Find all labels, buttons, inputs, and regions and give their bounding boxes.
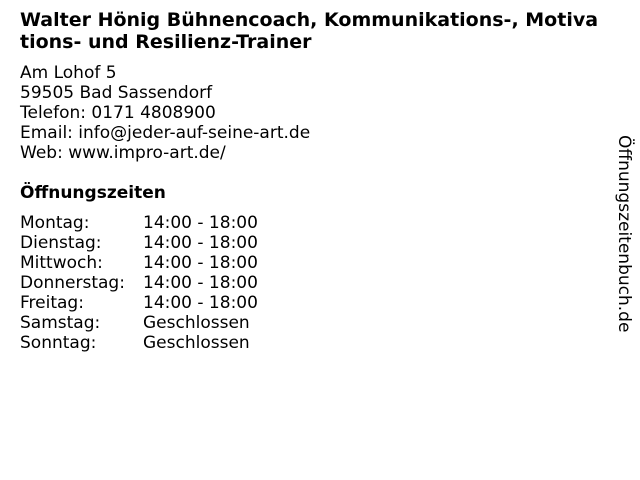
hours-row-thursday bbox=[20, 273, 258, 293]
site-brand-label: Öffnungszeitenbuch.de bbox=[614, 135, 634, 333]
email-address: Email: info@jeder-auf-seine-art.de bbox=[20, 123, 311, 143]
hours-value: Geschlossen bbox=[143, 313, 250, 333]
day-label: Montag: bbox=[20, 213, 90, 233]
business-name: Walter Hönig Bühnencoach, Kommunikations-, Motivations- und Resilienz-Trainer bbox=[20, 9, 599, 53]
hours-row-friday bbox=[20, 293, 258, 313]
day-label: Sonntag: bbox=[20, 333, 97, 353]
website: Web: www.impro-art.de/ bbox=[20, 143, 226, 163]
day-label: Donnerstag: bbox=[20, 273, 125, 293]
hours-value: 14:00 - 18:00 bbox=[143, 253, 258, 273]
hours-value: 14:00 - 18:00 bbox=[143, 273, 258, 293]
hours-row-sunday bbox=[20, 333, 258, 353]
day-label: Samstag: bbox=[20, 313, 101, 333]
phone-number: Telefon: 0171 4808900 bbox=[20, 103, 216, 123]
day-label: Dienstag: bbox=[20, 233, 102, 253]
day-label: Mittwoch: bbox=[20, 253, 103, 273]
hours-row-wednesday bbox=[20, 253, 258, 273]
day-label: Freitag: bbox=[20, 293, 84, 313]
hours-value: 14:00 - 18:00 bbox=[143, 293, 258, 313]
street-address: Am Lohof 5 bbox=[20, 63, 117, 83]
hours-row-tuesday bbox=[20, 233, 258, 253]
hours-value: Geschlossen bbox=[143, 333, 250, 353]
hours-row-saturday bbox=[20, 313, 258, 333]
hours-value: 14:00 - 18:00 bbox=[143, 233, 258, 253]
hours-value: 14:00 - 18:00 bbox=[143, 213, 258, 233]
opening-hours-heading: Öffnungszeiten bbox=[20, 183, 166, 203]
hours-row-monday bbox=[20, 213, 258, 233]
opening-hours-list bbox=[20, 213, 258, 353]
contact-block bbox=[20, 63, 310, 163]
city-address: 59505 Bad Sassendorf bbox=[20, 83, 213, 103]
